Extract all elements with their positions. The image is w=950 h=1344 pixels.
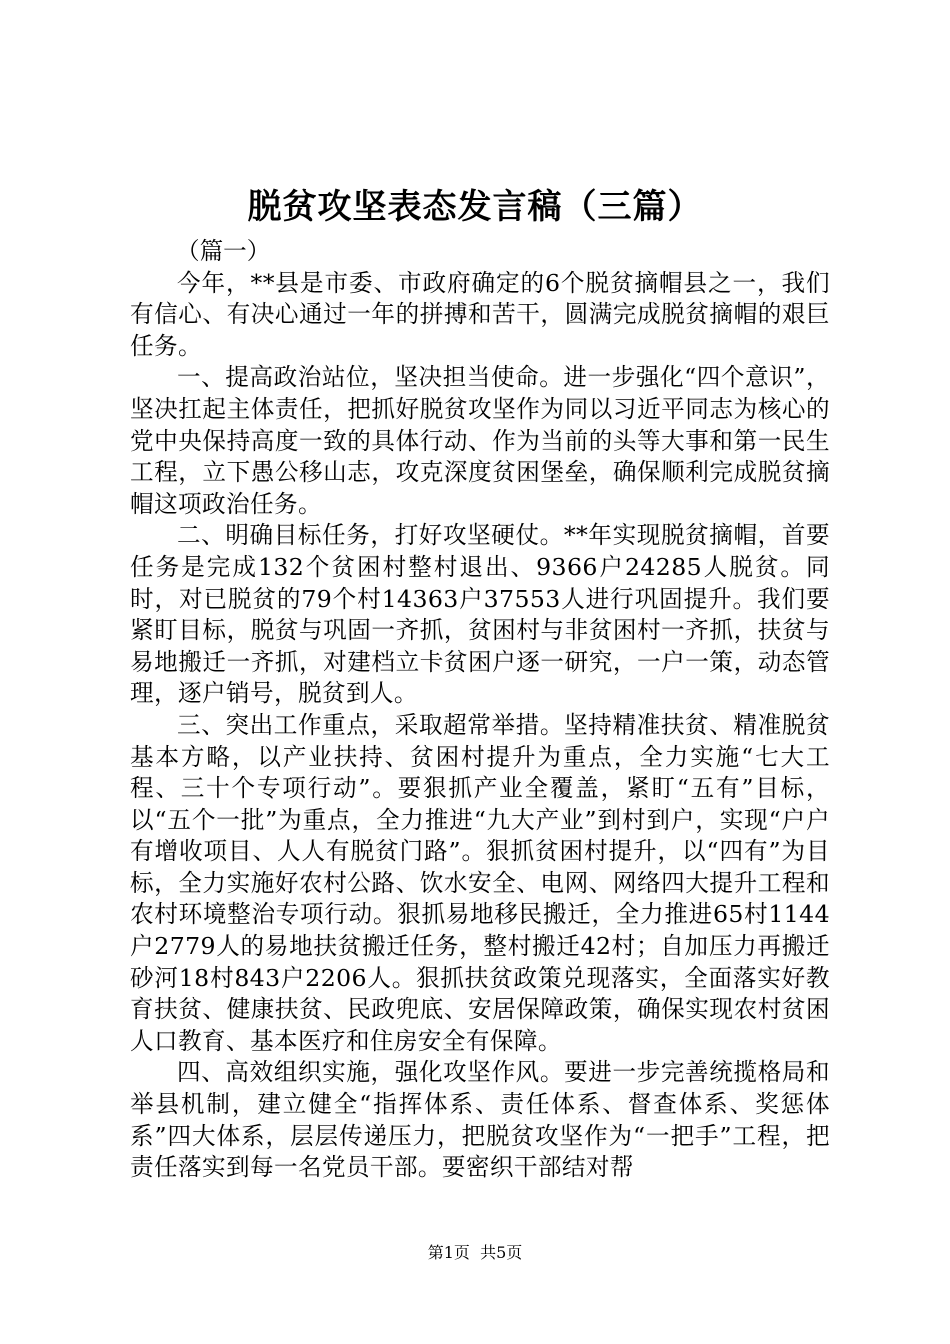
paragraph-point-3: 三、突出工作重点，采取超常举措。坚持精准扶贫、精准脱贫基本方略，以产业扶持、贫困村提升为重点，全力实施“七大工程、三十个专项行动”。要狠抓产业全覆盖，紧盯“五有”目标，以“五个一批”为重点，全力推进“九大产业”到村到户，实现“户户有增收项目、人人有脱贫门路”。狠抓贫困村提升，以“四有”为目标，全力实施好农村公路、饮水安全、电网、网络四大提升工程和农村环境整治专项行动。狠抓易地移民搬迁，全力推进65村1144户2779人的易地扶贫搬迁任务，整村搬迁42村；自加压力再搬迁砂河18村843户2206人。狠抓扶贫政策兑现落实，全面落实好教育扶贫、健康扶贫、民政兜底、安居保障政策，确保实现农村贫困人口教育、基本医疗和住房安全有保障。 bbox=[130, 710, 830, 1055]
document-body bbox=[130, 236, 830, 1184]
page-total: 共5页 bbox=[480, 1243, 523, 1262]
paragraph-point-2: 二、明确目标任务，打好攻坚硬仗。**年实现脱贫摘帽，首要任务是完成132个贫困村整村退出、9366户24285人脱贫。同时，对已脱贫的79个村14363户37553人进行巩固提升。我们要紧盯目标，脱贫与巩固一齐抓，贫困村与非贫困村一齐抓，扶贫与易地搬迁一齐抓，对建档立卡贫困户逐一研究，一户一策，动态管理，逐户销号，脱贫到人。 bbox=[130, 521, 830, 708]
section-label: （篇一） bbox=[176, 237, 271, 265]
document-title: 脱贫攻坚表态发言稿（三篇） bbox=[247, 187, 703, 227]
page-footer bbox=[0, 1243, 950, 1263]
paragraph-point-4: 四、高效组织实施，强化攻坚作风。要进一步完善统揽格局和举县机制，建立健全“指挥体系、责任体系、督查体系、奖惩体系”四大体系，层层传递压力，把脱贫攻坚作为“一把手”工程，把责任落实到每一名党员干部。要密织干部结对帮 bbox=[130, 1058, 830, 1182]
paragraph-intro: 今年，**县是市委、市政府确定的6个脱贫摘帽县之一，我们有信心、有决心通过一年的拼搏和苦干，圆满完成脱贫摘帽的艰巨任务。 bbox=[130, 268, 830, 360]
paragraph-point-1: 一、提高政治站位，坚决担当使命。进一步强化“四个意识”，坚决扛起主体责任，把抓好脱贫攻坚作为同以习近平同志为核心的党中央保持高度一致的具体行动、作为当前的头等大事和第一民生工程，立下愚公移山志，攻克深度贫困堡垒，确保顺利完成脱贫摘帽这项政治任务。 bbox=[130, 363, 830, 518]
page-number: 第1页 bbox=[427, 1243, 470, 1262]
